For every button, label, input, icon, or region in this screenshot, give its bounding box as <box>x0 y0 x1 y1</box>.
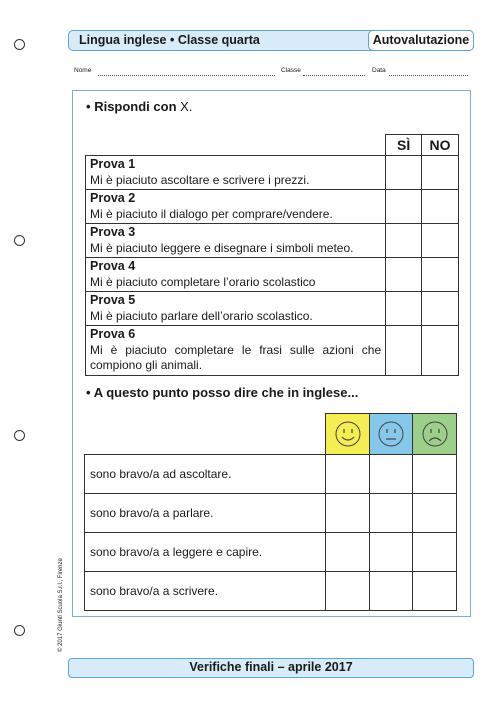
table-row <box>86 156 459 190</box>
subject-title: Lingua inglese • Classe quarta <box>79 33 260 47</box>
table-row <box>86 292 459 326</box>
statement-text: sono bravo/a ad ascoltare. <box>85 455 326 494</box>
test-text: Mi è piaciuto parlare dell’orario scolastico. <box>90 308 313 323</box>
neutral-checkbox[interactable] <box>370 455 413 494</box>
test-text: Mi è piaciuto ascoltare e scrivere i prezzi. <box>90 172 310 187</box>
no-checkbox[interactable] <box>422 292 459 326</box>
name-label: Nome <box>74 67 92 74</box>
sad-checkbox[interactable] <box>413 494 457 533</box>
yes-checkbox[interactable] <box>386 156 422 190</box>
neutral-checkbox[interactable] <box>370 533 413 572</box>
bullet: • <box>86 385 91 400</box>
table-row <box>85 533 457 572</box>
test-title: Prova 1 <box>90 157 136 171</box>
binder-hole <box>14 39 25 50</box>
yes-checkbox[interactable] <box>386 224 422 258</box>
test-text: Mi è piaciuto leggere e disegnare i simboli meteo. <box>90 240 354 255</box>
yes-checkbox[interactable] <box>386 190 422 224</box>
statement-text: sono bravo/a a scrivere. <box>85 572 326 611</box>
neutral-face-icon <box>377 420 405 448</box>
table-row <box>86 258 459 292</box>
sad-checkbox[interactable] <box>413 572 457 611</box>
sad-face-icon <box>421 420 449 448</box>
test-title: Prova 2 <box>90 191 136 205</box>
binder-hole <box>14 235 25 246</box>
neutral-checkbox[interactable] <box>370 572 413 611</box>
neutral-checkbox[interactable] <box>370 494 413 533</box>
empty-header-cell <box>86 135 386 156</box>
test-text: Mi è piaciuto completare le frasi sulle azioni che compiono gli animali. <box>90 342 382 372</box>
no-checkbox[interactable] <box>422 190 459 224</box>
happy-checkbox[interactable] <box>326 455 370 494</box>
table-row <box>86 190 459 224</box>
no-checkbox[interactable] <box>422 326 459 376</box>
sad-face-header <box>413 414 457 455</box>
statement-text: sono bravo/a a parlare. <box>85 494 326 533</box>
table-row <box>85 455 457 494</box>
binder-hole <box>14 625 25 636</box>
no-column-header: NO <box>422 135 459 156</box>
sad-checkbox[interactable] <box>413 455 457 494</box>
bullet: • <box>86 99 91 114</box>
no-checkbox[interactable] <box>422 156 459 190</box>
x-mark: X. <box>180 99 193 114</box>
header-bar <box>68 30 474 51</box>
yes-checkbox[interactable] <box>386 326 422 376</box>
table-row <box>86 224 459 258</box>
section1-heading <box>86 99 192 114</box>
happy-face-icon <box>334 420 362 448</box>
copyright-note: © 2017 Giunti Scuola S.r.l., Firenze <box>58 558 64 652</box>
heading-text: A questo punto posso dire che in inglese... <box>93 385 359 400</box>
happy-checkbox[interactable] <box>326 533 370 572</box>
yes-column-header: SÌ <box>386 135 422 156</box>
table-row <box>85 494 457 533</box>
test-text: Mi è piaciuto il dialogo per comprare/vendere. <box>90 206 333 221</box>
class-field[interactable] <box>303 75 365 76</box>
yes-checkbox[interactable] <box>386 258 422 292</box>
statement-text: sono bravo/a a leggere e capire. <box>85 533 326 572</box>
heading-text: Rispondi con <box>94 99 177 114</box>
name-field[interactable] <box>98 75 275 76</box>
date-field[interactable] <box>389 75 468 76</box>
test-title: Prova 5 <box>90 293 136 307</box>
section2-heading <box>86 385 358 400</box>
yes-checkbox[interactable] <box>386 292 422 326</box>
test-text: Mi è piaciuto completare l’orario scolastico <box>90 274 316 289</box>
self-assessment-tab: Autovalutazione <box>368 30 474 51</box>
table-row <box>85 572 457 611</box>
footer-bar: Verifiche finali – aprile 2017 <box>68 658 474 678</box>
table-row <box>86 326 459 376</box>
happy-checkbox[interactable] <box>326 572 370 611</box>
class-label: Classe <box>281 67 301 74</box>
no-checkbox[interactable] <box>422 224 459 258</box>
empty-header-cell <box>85 414 326 455</box>
neutral-face-header <box>370 414 413 455</box>
test-title: Prova 3 <box>90 225 136 239</box>
self-assessment-table <box>84 413 457 611</box>
no-checkbox[interactable] <box>422 258 459 292</box>
date-label: Data <box>372 67 386 74</box>
happy-checkbox[interactable] <box>326 494 370 533</box>
sad-checkbox[interactable] <box>413 533 457 572</box>
test-title: Prova 4 <box>90 259 136 273</box>
test-title: Prova 6 <box>90 327 136 341</box>
happy-face-header <box>326 414 370 455</box>
tests-table <box>85 134 459 376</box>
binder-hole <box>14 430 25 441</box>
